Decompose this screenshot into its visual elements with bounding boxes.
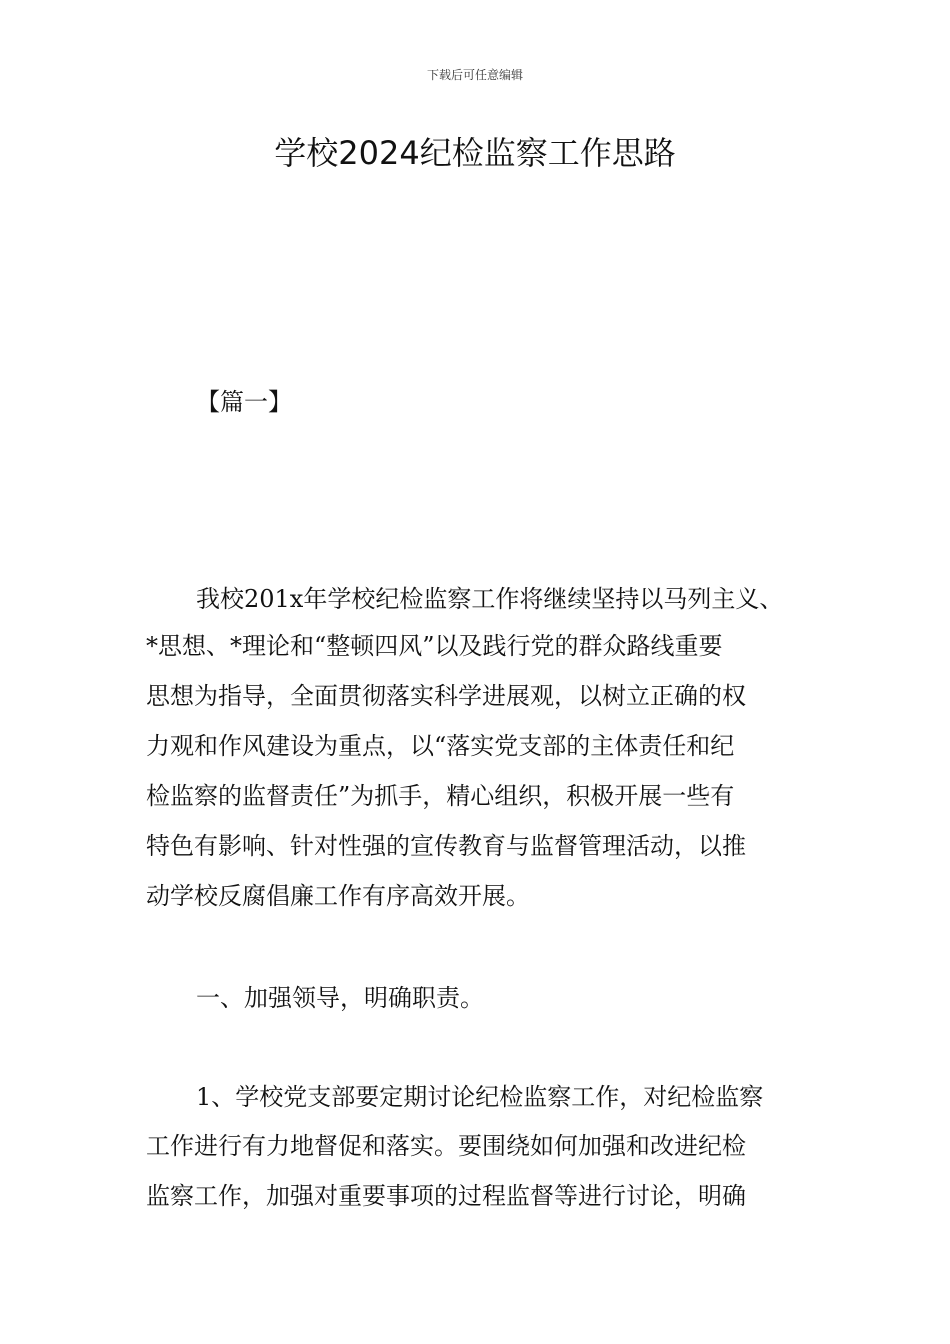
paragraph-line: 监察工作，加强对重要事项的过程监督等进行讨论，明确 (146, 1182, 746, 1210)
header-note: 下载后可任意编辑 (426, 68, 523, 82)
paragraph-line: 我校201x年学校纪检监察工作将继续坚持以马列主义、 (196, 585, 784, 613)
paragraph-line: 特色有影响、针对性强的宣传教育与监督管理活动，以推 (146, 832, 746, 860)
section-label: 【篇一】 (196, 388, 292, 416)
section-heading-1: 一、加强领导，明确职责。 (196, 984, 484, 1012)
paragraph-line: *思想、*理论和“整顿四风”以及践行党的群众路线重要 (146, 632, 723, 660)
paragraph-line: 检监察的监督责任”为抓手，精心组织，积极开展一些有 (146, 782, 735, 810)
paragraph-line: 工作进行有力地督促和落实。要围绕如何加强和改进纪检 (146, 1132, 746, 1160)
paragraph-line: 1、学校党支部要定期讨论纪检监察工作，对纪检监察 (196, 1083, 764, 1111)
paragraph-line: 动学校反腐倡廉工作有序高效开展。 (146, 882, 530, 910)
paragraph-line: 力观和作风建设为重点，以“落实党支部的主体责任和纪 (146, 732, 735, 760)
paragraph-line: 思想为指导，全面贯彻落实科学进展观，以树立正确的权 (146, 682, 746, 710)
document-title: 学校2024纪检监察工作思路 (274, 134, 676, 172)
